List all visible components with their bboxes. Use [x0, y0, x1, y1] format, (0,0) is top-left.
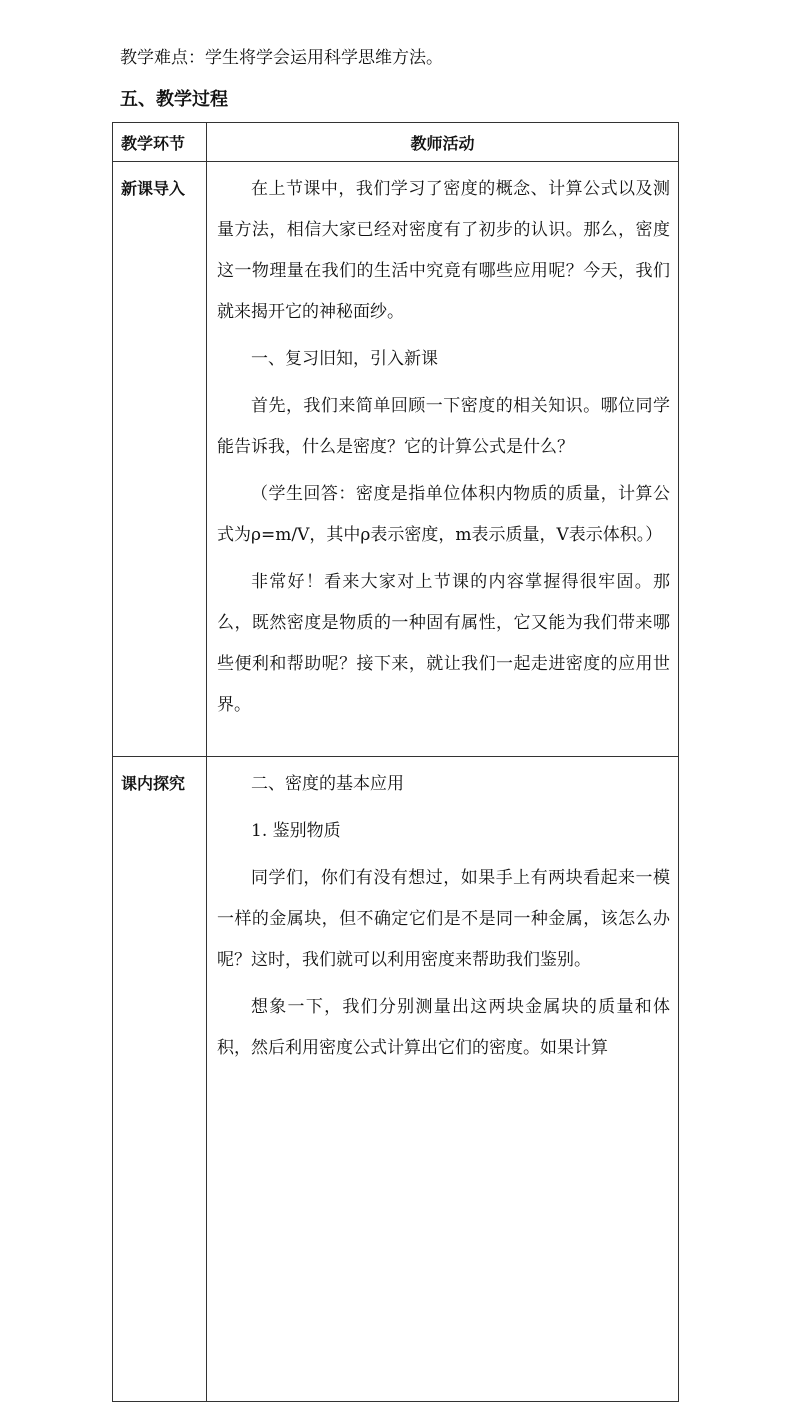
stage-label: 课内探究	[113, 757, 207, 1402]
activity-cell	[207, 162, 679, 757]
activity-cell	[207, 757, 679, 1402]
paragraph: （学生回答：密度是指单位体积内物质的质量，计算公式为ρ=m/V，其中ρ表示密度，m表示质量，V表示体积。）	[217, 484, 670, 545]
header-teacher-activity: 教师活动	[207, 123, 679, 162]
table-row	[113, 757, 679, 1402]
paragraph: 同学们，你们有没有想过，如果手上有两块看起来一模一样的金属块，但不确定它们是不是同一种金属，该怎么办呢？这时，我们就可以利用密度来帮助我们鉴别。	[217, 868, 670, 970]
section-title: 五、教学过程	[120, 89, 228, 110]
paragraph: 1. 鉴别物质	[251, 821, 341, 841]
paragraph: 非常好！看来大家对上节课的内容掌握得很牢固。那么，既然密度是物质的一种固有属性，它又能为我们带来哪些便利和帮助呢？接下来，就让我们一起走进密度的应用世界。	[217, 572, 670, 715]
paragraph: 一、复习旧知，引入新课	[251, 349, 438, 369]
paragraph: 想象一下，我们分别测量出这两块金属块的质量和体积，然后利用密度公式计算出它们的密度。如果计算	[217, 997, 670, 1058]
stage-label: 新课导入	[113, 162, 207, 757]
table-header-row	[113, 123, 679, 162]
paragraph: 二、密度的基本应用	[251, 774, 404, 794]
teaching-difficulty: 教学难点：学生将学会运用科学思维方法。	[120, 48, 443, 68]
table-row	[113, 162, 679, 757]
paragraph: 在上节课中，我们学习了密度的概念、计算公式以及测量方法，相信大家已经对密度有了初步的认识。那么，密度这一物理量在我们的生活中究竟有哪些应用呢？今天，我们就来揭开它的神秘面纱。	[217, 179, 670, 322]
header-stage: 教学环节	[113, 123, 207, 162]
teaching-process-table	[112, 122, 679, 1402]
paragraph: 首先，我们来简单回顾一下密度的相关知识。哪位同学能告诉我，什么是密度？它的计算公式是什么？	[217, 396, 670, 457]
